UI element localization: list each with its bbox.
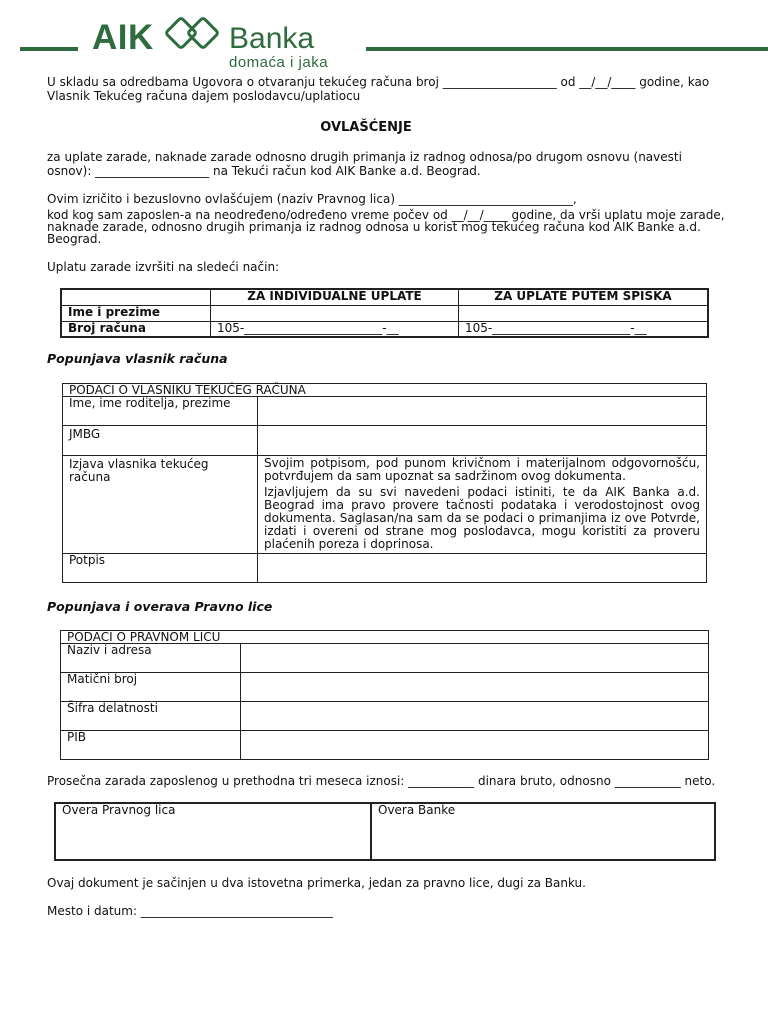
- payment-header-empty: [61, 289, 211, 305]
- payment-row-name: Ime i prezime: [61, 305, 211, 321]
- entity-table-header: PODACI O PRAVNOM LICU: [61, 631, 709, 644]
- para1-line-2: osnov): ___________________ na Tekući račun kod AIK Banke a.d. Beograd.: [47, 164, 481, 178]
- logo-text-banka: Banka: [229, 22, 315, 55]
- average-salary-line: Prosečna zarada zaposlenog u prethodna tri meseca iznosi: ___________ dinara bruto, odnosno ___________ neto.: [47, 774, 716, 788]
- intro-line-2: Vlasnik Tekućeg računa dajem poslodavcu/uplatiocu: [47, 89, 361, 103]
- payment-table: [60, 288, 709, 338]
- owner-row-name: Ime, ime roditelja, prezime: [63, 397, 258, 426]
- page-title: OVLAŠĆENJE: [320, 120, 412, 135]
- place-and-date: Mesto i datum: ________________________________: [47, 904, 333, 918]
- entity-row-name: Naziv i adresa: [61, 644, 241, 673]
- para2-line-2: kod kog sam zaposlen-a na neodređeno/određeno vreme počev od __/__/____ godine, da vrši uplatu moje zarade,: [47, 208, 725, 222]
- payment-account-list-field[interactable]: 105-_______________________-__: [459, 321, 709, 337]
- owner-row-statement: Izjava vlasnika tekućeg računa: [63, 456, 258, 554]
- entity-row-reg: Matični broj: [61, 673, 241, 702]
- entity-activity-field[interactable]: [241, 702, 709, 731]
- para2-line-1: Ovim izričito i bezuslovno ovlašćujem (naziv Pravnog lica) _____________________________,: [47, 192, 577, 206]
- payment-method-intro: Uplatu zarade izvršiti na sledeći način:: [47, 260, 280, 274]
- para1-line-1: za uplate zarade, naknade zarade odnosno drugih primanja iz radnog odnosa/po drugom osnovu (navesti: [47, 150, 682, 164]
- owner-jmbg-field[interactable]: [258, 426, 707, 456]
- owner-row-signature: Potpis: [63, 554, 258, 583]
- owner-row-jmbg: JMBG: [63, 426, 258, 456]
- owner-name-field[interactable]: [258, 397, 707, 426]
- logo-text-aik: AIK: [92, 18, 154, 57]
- header-rule-right: [366, 47, 768, 51]
- payment-col-list: ZA UPLATE PUTEM SPISKA: [459, 289, 709, 305]
- entity-table: [60, 630, 709, 760]
- payment-name-list-field[interactable]: [459, 305, 709, 321]
- payment-row-account: Broj računa: [61, 321, 211, 337]
- section-owner-title: Popunjava vlasnik računa: [47, 351, 228, 366]
- entity-reg-field[interactable]: [241, 673, 709, 702]
- owner-signature-field[interactable]: [258, 554, 707, 583]
- payment-account-individual-field[interactable]: 105-_______________________-__: [211, 321, 459, 337]
- entity-name-field[interactable]: [241, 644, 709, 673]
- header-rule-left: [20, 47, 78, 51]
- payment-name-individual-field[interactable]: [211, 305, 459, 321]
- verification-bank-label: Overa Banke: [378, 803, 456, 817]
- verification-table: [54, 802, 716, 861]
- para2-line-3: naknade zarade, odnosno drugih primanja iz radnog odnosa u korist mog tekućeg računa kod AIK Banke a.d.: [47, 220, 701, 234]
- owner-table-header: PODACI O VLASNIKU TEKUĆEG RAČUNA: [63, 384, 707, 397]
- owner-table: [62, 383, 707, 583]
- entity-row-pib: PIB: [61, 731, 241, 760]
- verification-entity-field[interactable]: [55, 803, 371, 860]
- verification-bank-field[interactable]: [371, 803, 715, 860]
- intro-line-1: U skladu sa odredbama Ugovora o otvaranju tekućeg računa broj ___________________ od __/__/____ godine, kao: [47, 75, 710, 89]
- verification-entity-label: Overa Pravnog lica: [62, 803, 176, 817]
- para2-line-4: Beograd.: [47, 232, 102, 246]
- owner-statement-text: [258, 456, 707, 554]
- entity-row-activity: Šifra delatnosti: [61, 702, 241, 731]
- logo-tagline: domaća i jaka: [229, 54, 329, 71]
- payment-col-individual: ZA INDIVIDUALNE UPLATE: [211, 289, 459, 305]
- owner-statement-p1: Svojim potpisom, pod punom krivičnom i materijalnom odgovornošću, potvrđujem da sam upoznat sa sadržinom ovog dokumenta.: [264, 456, 700, 483]
- logo-chain-icon: [162, 14, 228, 58]
- copies-note: Ovaj dokument je sačinjen u dva istovetna primerka, jedan za pravno lice, dugi za Banku.: [47, 876, 586, 890]
- section-entity-title: Popunjava i overava Pravno lice: [47, 599, 273, 614]
- owner-statement-p2: Izjavljujem da su svi navedeni podaci istiniti, te da AIK Banka a.d. Beograd ima pravo provere tačnosti podataka i verodostojnost ovog dokumenta. Saglasan/na sam da se podaci o primanjima iz ove Potvrde, izdati i overeni od strane mog poslodavca, mogu koristiti za proveru plaćenih poreza i doprinosa.: [264, 485, 700, 551]
- entity-pib-field[interactable]: [241, 731, 709, 760]
